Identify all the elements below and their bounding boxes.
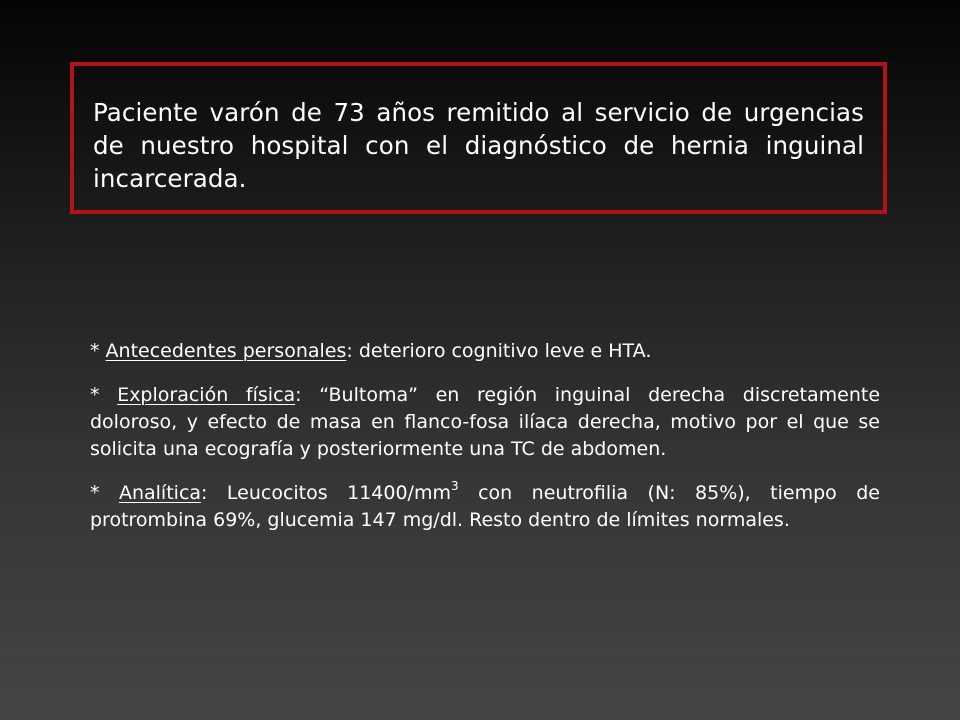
- analitica-text-after: con neutrofilia (N: 85%), tiempo de protrombina 69%, glucemia 147 mg/dl. Resto dentro de límites normales.: [90, 482, 880, 531]
- bullet-asterisk: *: [90, 384, 118, 406]
- case-summary-text: Paciente varón de 73 años remitido al servicio de urgencias de nuestro hospital con el diagnóstico de hernia inguinal incarcerada.: [93, 98, 864, 193]
- case-summary-box: [70, 62, 887, 214]
- exploracion-label: Exploración física: [117, 384, 296, 406]
- exploracion-paragraph: [90, 382, 880, 463]
- analitica-label: Analítica: [118, 482, 202, 504]
- bullet-asterisk: *: [90, 482, 119, 504]
- analitica-paragraph: [90, 480, 880, 534]
- exploracion-text: : “Bultoma” en región inguinal derecha discretamente doloroso, y efecto de masa en flanco-fosa ilíaca derecha, motivo por el que se solicita una ecografía y posteriormente una TC de abdomen.: [90, 384, 881, 460]
- clinical-details: [90, 338, 880, 551]
- antecedentes-paragraph: [90, 338, 880, 365]
- bullet-asterisk: *: [90, 340, 106, 362]
- analitica-text-before: : Leucocitos 11400/mm: [201, 482, 451, 504]
- antecedentes-label: Antecedentes personales: [105, 340, 347, 362]
- superscript-exponent: 3: [450, 478, 459, 493]
- antecedentes-text: : deterioro cognitivo leve e HTA.: [346, 340, 652, 362]
